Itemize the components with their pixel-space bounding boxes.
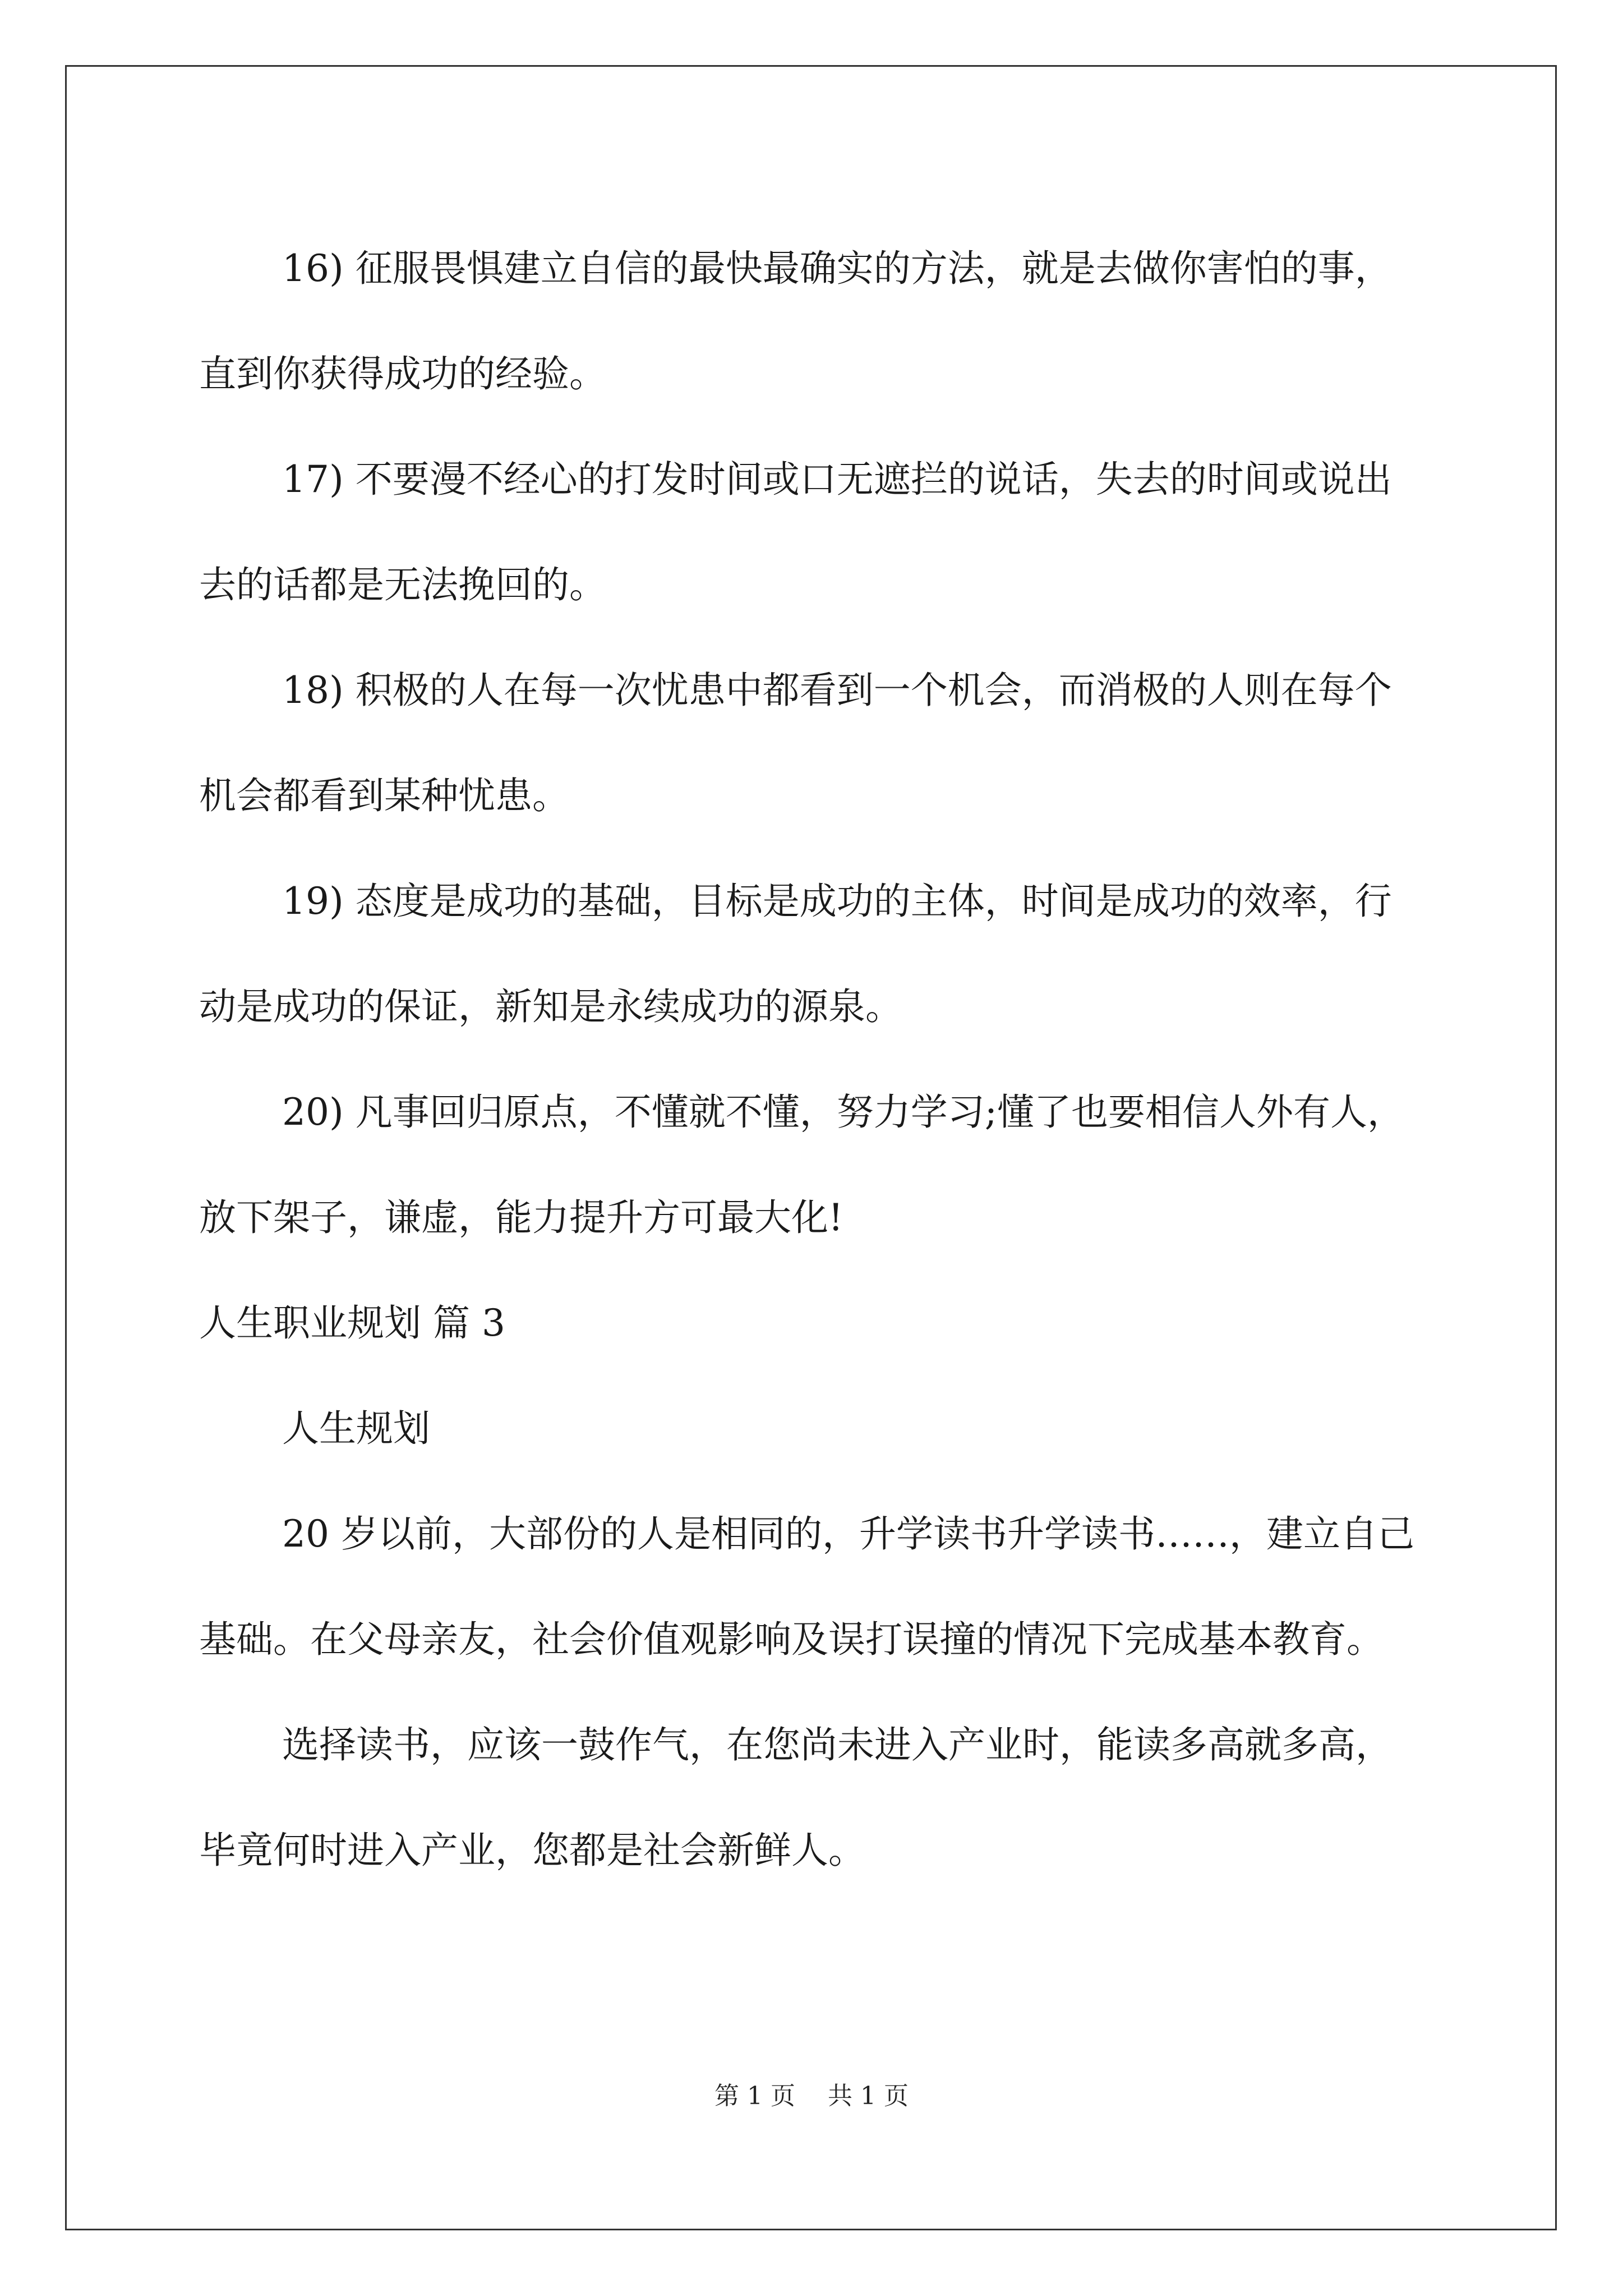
paragraph-19: 19) 态度是成功的基础，目标是成功的主体，时间是成功的效率，行动是成功的保证，新知是永续成功的源泉。	[199, 880, 1392, 1028]
paragraph-18: 18) 积极的人在每一次忧患中都看到一个机会，而消极的人则在每个机会都看到某种忧患。	[199, 669, 1392, 817]
subheading: 人生规划	[282, 1407, 430, 1450]
paragraph-16: 16) 征服畏惧建立自信的最快最确实的方法，就是去做你害怕的事，直到你获得成功的经验。	[199, 247, 1392, 395]
section-heading: 人生职业规划 篇 3	[199, 1301, 505, 1345]
body-paragraph-2: 选择读书，应该一鼓作气，在您尚未进入产业时，能读多高就多高，毕竟何时进入产业，您都是社会新鲜人。	[199, 1723, 1393, 1872]
paragraph-17: 17) 不要漫不经心的打发时间或口无遮拦的说话，失去的时间或说出去的话都是无法挽回的。	[199, 458, 1392, 606]
page-number-total: 共 1 页	[828, 2082, 909, 2110]
page-number-current: 第 1 页	[714, 2082, 795, 2110]
page-footer	[0, 2076, 1623, 2111]
paragraph-20: 20) 凡事回归原点，不懂就不懂，努力学习;懂了也要相信人外有人，放下架子，谦虚，能力提升方可最大化!	[199, 1091, 1404, 1239]
body-paragraph-1: 20 岁以前，大部份的人是相同的，升学读书升学读书……，建立自己基础。在父母亲友，社会价值观影响及误打误撞的情况下完成基本教育。	[199, 1512, 1414, 1661]
document-body	[199, 216, 1424, 1903]
